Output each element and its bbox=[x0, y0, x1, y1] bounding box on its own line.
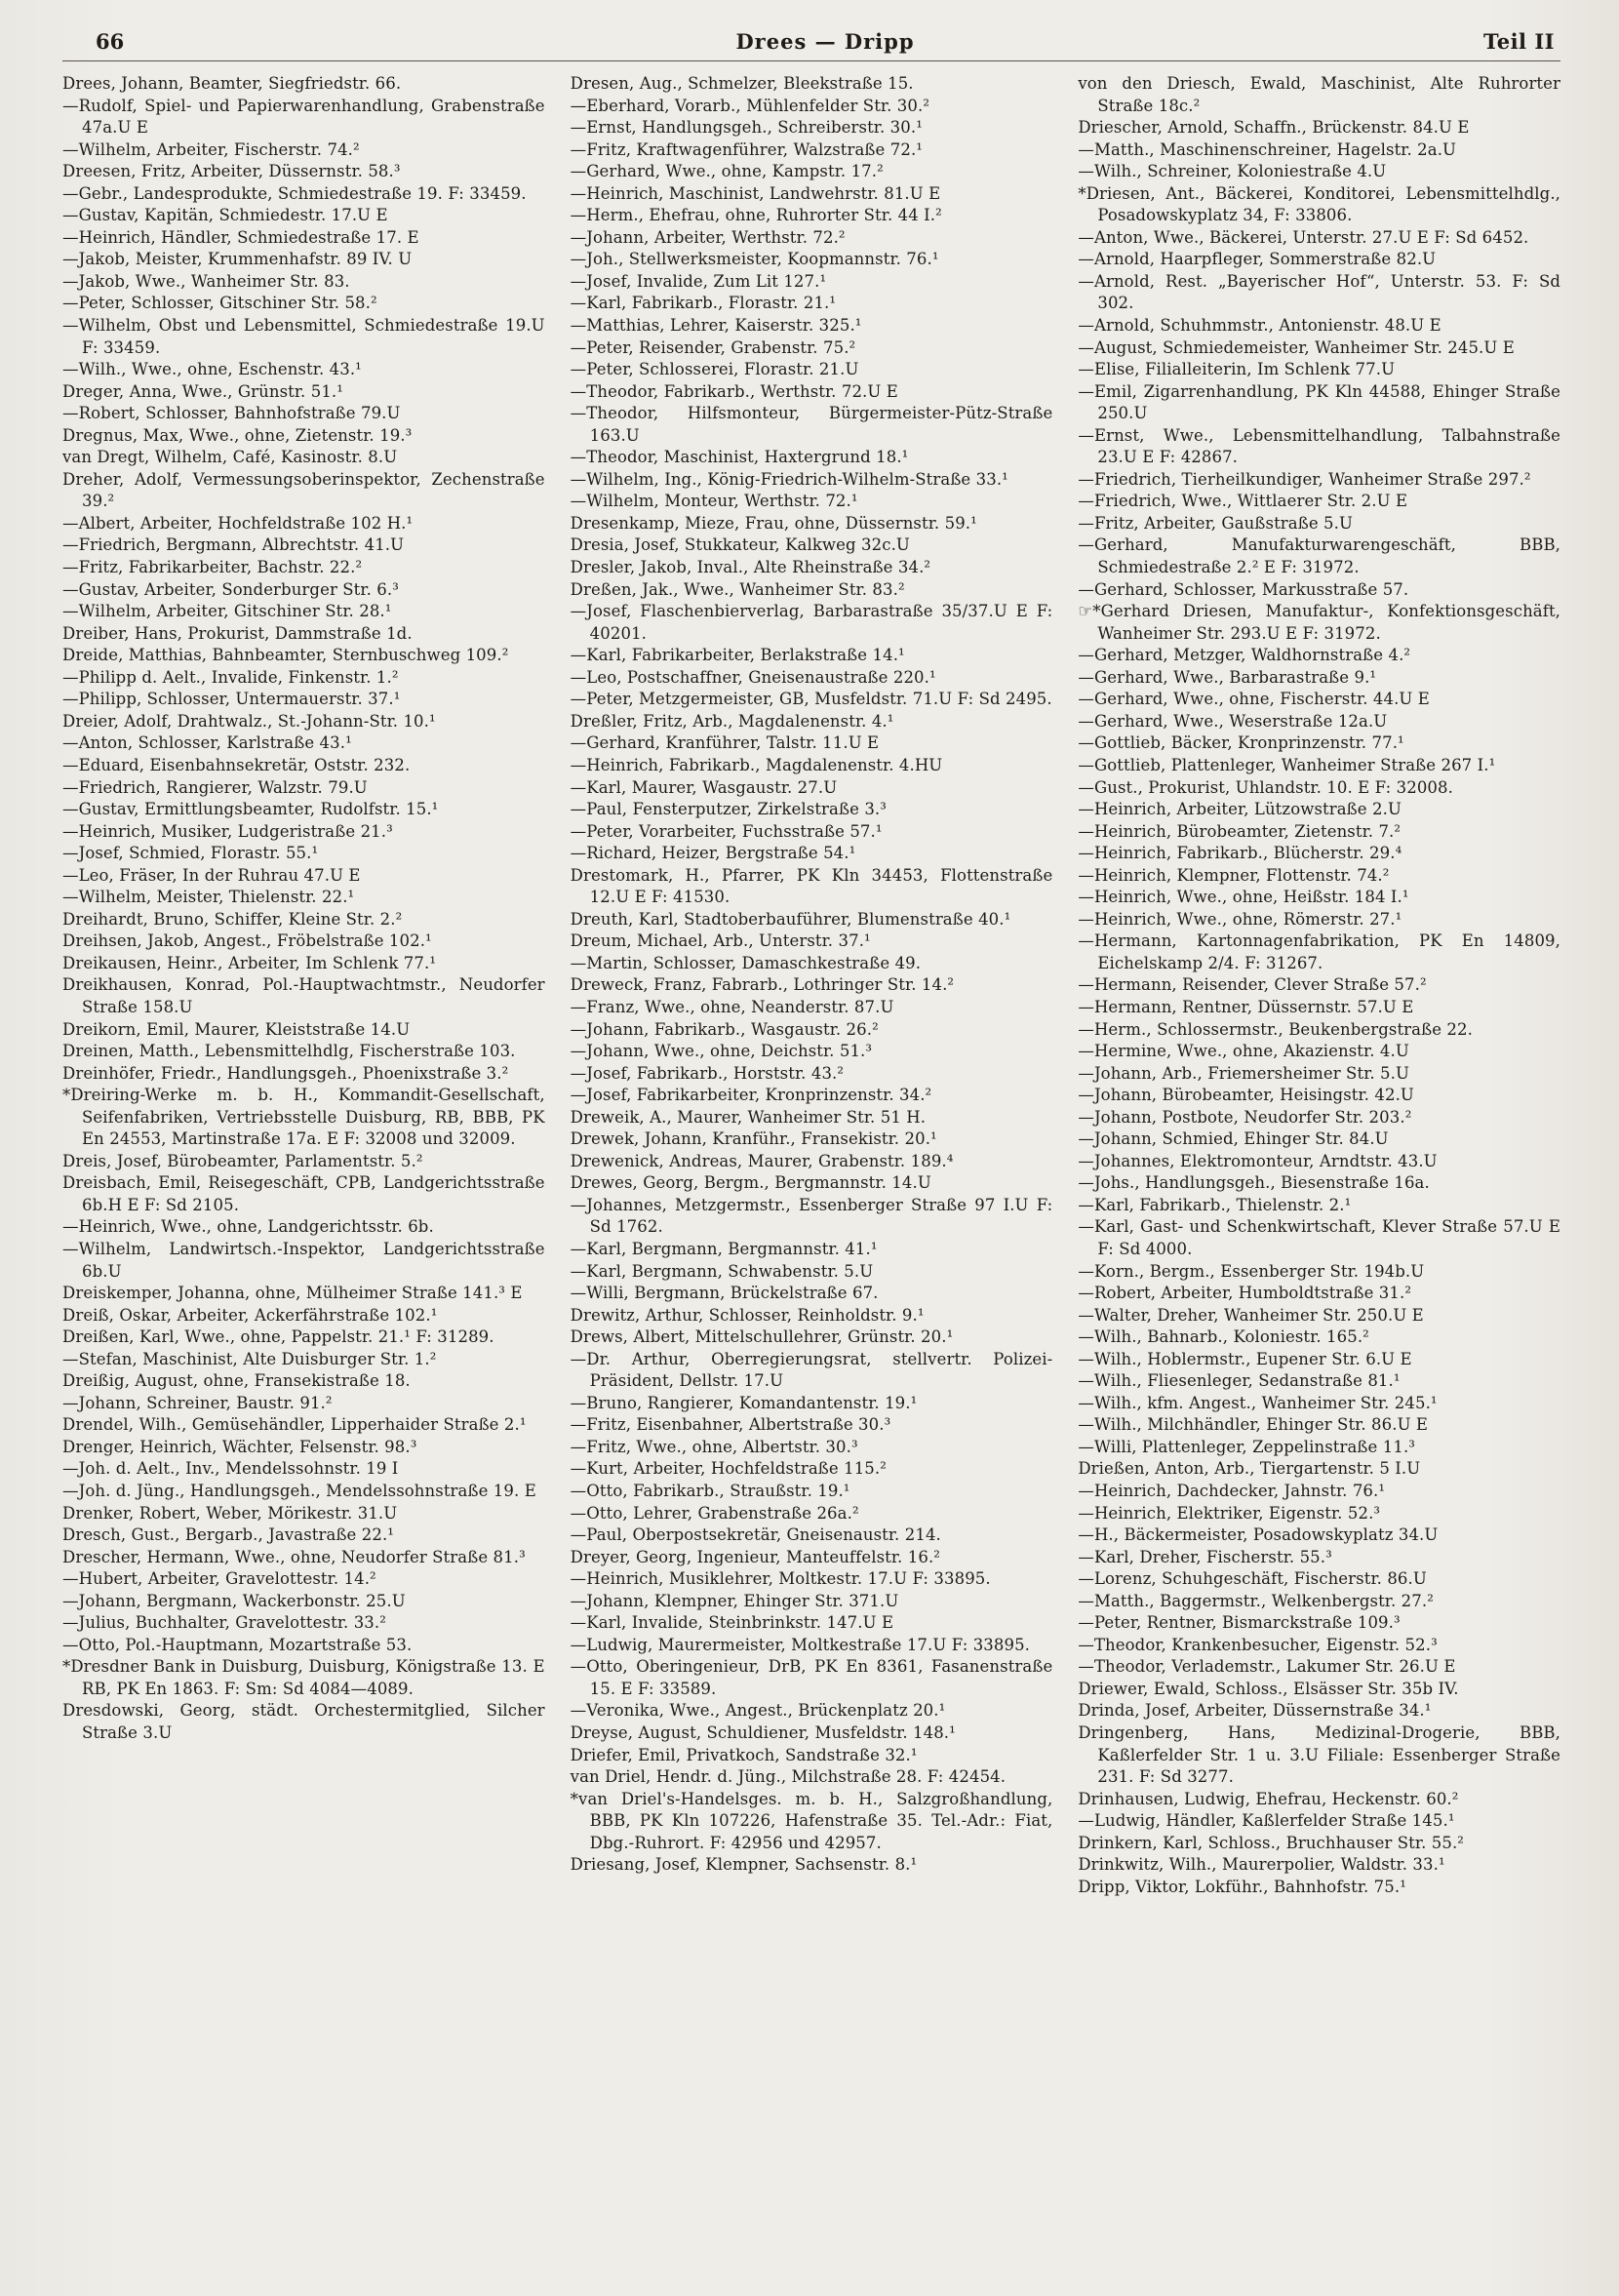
directory-entry: —Eduard, Eisenbahnsekretär, Oststr. 232. bbox=[62, 755, 411, 774]
directory-entry: Dreikausen, Heinr., Arbeiter, Im Schlenk 77.¹ bbox=[62, 953, 437, 972]
directory-entry: Dreuth, Karl, Stadtoberbauführer, Blumenstraße 40.¹ bbox=[570, 909, 1011, 929]
directory-entry: —Gerhard, Kranführer, Talstr. 11.U E bbox=[570, 733, 880, 753]
directory-entry: —Heinrich, Händler, Schmiedestraße 17. E bbox=[62, 227, 419, 247]
directory-entry: —Robert, Schlosser, Bahnhofstraße 79.U bbox=[62, 404, 401, 423]
directory-entry: —Bruno, Rangierer, Komandantenstr. 19.¹ bbox=[570, 1393, 918, 1412]
directory-entry: Dresia, Josef, Stukkateur, Kalkweg 32c.U bbox=[570, 535, 910, 555]
directory-entry: Dreis, Josef, Bürobeamter, Parlamentstr. 5.² bbox=[62, 1151, 423, 1170]
directory-entry: Drinkwitz, Wilh., Maurerpolier, Waldstr. 33.¹ bbox=[1078, 1855, 1445, 1875]
directory-entry: —Rudolf, Spiel- und Papierwarenhandlung, Grabenstraße 47a.U E bbox=[62, 96, 545, 138]
directory-entry: —Dr. Arthur, Oberregierungsrat, stellvertr. Polizei-Präsident, Dellstr. 17.U bbox=[570, 1349, 1053, 1391]
directory-entry: —Peter, Metzgermeister, GB, Musfeldstr. 71.U F: Sd 2495. bbox=[570, 690, 1052, 709]
directory-column-3 bbox=[1078, 73, 1560, 1898]
directory-entry: —Fritz, Kraftwagenführer, Walzstraße 72.¹ bbox=[570, 139, 924, 159]
directory-entry: Dreweik, A., Maurer, Wanheimer Str. 51 H. bbox=[570, 1107, 927, 1127]
directory-entry: Dreßen, Jak., Wwe., Wanheimer Str. 83.² bbox=[570, 579, 905, 599]
directory-entry: —Ludwig, Händler, Kaßlerfelder Straße 145.¹ bbox=[1078, 1811, 1455, 1831]
directory-entry: *van Driel's-Handelsges. m. b. H., Salzgroßhandlung, BBB, PK Kln 107226, Hafenstraße 35. Tel.-Adr.: Fiat, Dbg.-Ruhrort. F: 42956 und 42957. bbox=[570, 1789, 1053, 1852]
directory-entry: Dreiskemper, Johanna, ohne, Mülheimer Straße 141.³ E bbox=[62, 1284, 523, 1303]
directory-entry: —Heinrich, Bürobeamter, Zietenstr. 7.² bbox=[1078, 821, 1402, 841]
directory-entry: ☞*Gerhard Driesen, Manufaktur-, Konfektionsgeschäft, Wanheimer Str. 293.U E F: 31972. bbox=[1078, 602, 1561, 643]
directory-entry: —Wilhelm, Arbeiter, Fischerstr. 74.² bbox=[62, 139, 360, 159]
directory-entry: —Wilh., Bahnarb., Koloniestr. 165.² bbox=[1078, 1327, 1369, 1347]
directory-entry: Dreihsen, Jakob, Angest., Fröbelstraße 102.¹ bbox=[62, 931, 432, 951]
directory-entry: —Peter, Schlosser, Gitschiner Str. 58.² bbox=[62, 294, 377, 313]
directory-entry: —Johann, Wwe., ohne, Deichstr. 51.³ bbox=[570, 1042, 873, 1061]
directory-entry: *Driesen, Ant., Bäckerei, Konditorei, Lebensmittelhdlg., Posadowskyplatz 34, F: 33806. bbox=[1078, 183, 1561, 225]
page-header bbox=[62, 29, 1560, 61]
directory-entry: —Paul, Fensterputzer, Zirkelstraße 3.³ bbox=[570, 800, 887, 819]
directory-entry: —Theodor, Maschinist, Haxtergrund 18.¹ bbox=[570, 448, 909, 467]
directory-entry: —Stefan, Maschinist, Alte Duisburger Str. 1.² bbox=[62, 1349, 437, 1368]
directory-entry: Dresen, Aug., Schmelzer, Bleekstraße 15. bbox=[570, 74, 914, 93]
directory-entry: —Wilh., Fliesenleger, Sedanstraße 81.¹ bbox=[1078, 1371, 1401, 1391]
directory-entry: —Robert, Arbeiter, Humboldtstraße 31.² bbox=[1078, 1284, 1412, 1303]
directory-entry: —Gerhard, Metzger, Waldhornstraße 4.² bbox=[1078, 646, 1411, 665]
directory-entry: Dresch, Gust., Bergarb., Javastraße 22.¹ bbox=[62, 1525, 395, 1545]
directory-entry: —Fritz, Arbeiter, Gaußstraße 5.U bbox=[1078, 513, 1354, 533]
directory-entry: —Joh. d. Aelt., Inv., Mendelssohnstr. 19 I bbox=[62, 1459, 399, 1479]
directory-entry: —Hermann, Rentner, Düssernstr. 57.U E bbox=[1078, 997, 1414, 1016]
directory-entry: —Johann, Klempner, Ehinger Str. 371.U bbox=[570, 1591, 899, 1610]
directory-entry: —Josef, Schmied, Florastr. 55.¹ bbox=[62, 844, 319, 863]
directory-entry: Dripp, Viktor, Lokführ., Bahnhofstr. 75.¹ bbox=[1078, 1877, 1406, 1896]
directory-entry: Dreihardt, Bruno, Schiffer, Kleine Str. 2.² bbox=[62, 909, 403, 929]
directory-entry: Dresdowski, Georg, städt. Orchestermitglied, Silcher Straße 3.U bbox=[62, 1701, 545, 1743]
directory-entry: —Heinrich, Wwe., ohne, Römerstr. 27.¹ bbox=[1078, 909, 1402, 929]
directory-entry: —Gustav, Arbeiter, Sonderburger Str. 6.³ bbox=[62, 579, 399, 599]
directory-entry: —Heinrich, Musiklehrer, Moltkestr. 17.U F: 33895. bbox=[570, 1569, 991, 1589]
directory-entry: —Julius, Buchhalter, Gravelottestr. 33.² bbox=[62, 1613, 386, 1633]
directory-entry: —Elise, Filialleiterin, Im Schlenk 77.U bbox=[1078, 360, 1396, 379]
directory-entry: —Wilh., Wwe., ohne, Eschenstr. 43.¹ bbox=[62, 360, 362, 379]
directory-entry: Dreger, Anna, Wwe., Grünstr. 51.¹ bbox=[62, 381, 343, 401]
directory-entry: —Gottlieb, Bäcker, Kronprinzenstr. 77.¹ bbox=[1078, 733, 1404, 753]
directory-entry: —Wilh., Hoblermstr., Eupener Str. 6.U E bbox=[1078, 1349, 1412, 1368]
directory-entry: Drewitz, Arthur, Schlosser, Reinholdstr. 9.¹ bbox=[570, 1305, 925, 1325]
directory-entry: Dreinen, Matth., Lebensmittelhdlg, Fischerstraße 103. bbox=[62, 1042, 516, 1061]
directory-entry: Dreyer, Georg, Ingenieur, Manteuffelstr. 16.² bbox=[570, 1547, 941, 1566]
directory-entry: —Johann, Bergmann, Wackerbonstr. 25.U bbox=[62, 1591, 406, 1610]
directory-entry: —Theodor, Krankenbesucher, Eigenstr. 52.³ bbox=[1078, 1635, 1438, 1654]
directory-entry: —Theodor, Fabrikarb., Werthstr. 72.U E bbox=[570, 381, 898, 401]
directory-entry: Driescher, Arnold, Schaffn., Brückenstr. 84.U E bbox=[1078, 118, 1470, 138]
directory-entry: Dreiber, Hans, Prokurist, Dammstraße 1d. bbox=[62, 623, 413, 643]
directory-entry: —Karl, Bergmann, Bergmannstr. 41.¹ bbox=[570, 1239, 878, 1258]
directory-entry: —Wilhelm, Landwirtsch.-Inspektor, Landgerichtsstraße 6b.U bbox=[62, 1239, 545, 1281]
directory-entry: Drewenick, Andreas, Maurer, Grabenstr. 189.⁴ bbox=[570, 1151, 954, 1170]
directory-entry: —Heinrich, Elektriker, Eigenstr. 52.³ bbox=[1078, 1503, 1381, 1523]
directory-entry: —Martin, Schlosser, Damaschkestraße 49. bbox=[570, 953, 922, 972]
directory-entry: —Karl, Invalide, Steinbrinkstr. 147.U E bbox=[570, 1613, 894, 1633]
directory-entry: —Joh. d. Jüng., Handlungsgeh., Mendelssohnstraße 19. E bbox=[62, 1482, 536, 1500]
directory-entry: —Kurt, Arbeiter, Hochfeldstraße 115.² bbox=[570, 1459, 887, 1479]
directory-entry: —Heinrich, Dachdecker, Jahnstr. 76.¹ bbox=[1078, 1482, 1386, 1500]
directory-entry: —Arnold, Rest. „Bayerischer Hof“, Unterstr. 53. F: Sd 302. bbox=[1078, 271, 1561, 313]
directory-entry: —Willi, Bergmann, Brückelstraße 67. bbox=[570, 1284, 879, 1303]
directory-entry: Drinda, Josef, Arbeiter, Düssernstraße 34.¹ bbox=[1078, 1701, 1432, 1721]
directory-entry: —Gust., Prokurist, Uhlandstr. 10. E F: 32008. bbox=[1078, 777, 1453, 797]
directory-entry: —Otto, Lehrer, Grabenstraße 26a.² bbox=[570, 1503, 859, 1523]
directory-entry: —Gustav, Kapitän, Schmiedestr. 17.U E bbox=[62, 206, 388, 225]
directory-entry: —Theodor, Hilfsmonteur, Bürgermeister-Pütz-Straße 163.U bbox=[570, 404, 1053, 445]
directory-entry: Driefer, Emil, Privatkoch, Sandstraße 32.¹ bbox=[570, 1745, 918, 1764]
directory-entry: —Joh., Stellwerksmeister, Koopmannstr. 76.¹ bbox=[570, 250, 939, 269]
directory-entry: Dreißen, Karl, Wwe., ohne, Pappelstr. 21.¹ F: 31289. bbox=[62, 1327, 494, 1347]
directory-entry: Drees, Johann, Beamter, Siegfriedstr. 66. bbox=[62, 74, 402, 93]
directory-entry: —Josef, Invalide, Zum Lit 127.¹ bbox=[570, 271, 827, 291]
directory-entry: —Matth., Baggermstr., Welkenbergstr. 27.² bbox=[1078, 1591, 1434, 1610]
directory-entry: —Johann, Arb., Friemersheimer Str. 5.U bbox=[1078, 1063, 1410, 1083]
directory-entry: —Jakob, Wwe., Wanheimer Str. 83. bbox=[62, 271, 350, 291]
directory-entry: Drießen, Anton, Arb., Tiergartenstr. 5 I.U bbox=[1078, 1459, 1421, 1479]
directory-entry: —Hermine, Wwe., ohne, Akazienstr. 4.U bbox=[1078, 1042, 1409, 1061]
directory-entry: Drewes, Georg, Bergm., Bergmannstr. 14.U bbox=[570, 1173, 931, 1193]
directory-entry: —H., Bäckermeister, Posadowskyplatz 34.U bbox=[1078, 1525, 1439, 1545]
directory-entry: —Karl, Fabrikarb., Thielenstr. 2.¹ bbox=[1078, 1195, 1352, 1214]
directory-entry: —Friedrich, Bergmann, Albrechtstr. 41.U bbox=[62, 535, 405, 555]
directory-entry: —Hermann, Reisender, Clever Straße 57.² bbox=[1078, 975, 1427, 995]
directory-entry: —Matth., Maschinenschreiner, Hagelstr. 2a.U bbox=[1078, 139, 1457, 159]
directory-entry: —Wilh., Milchhändler, Ehinger Str. 86.U E bbox=[1078, 1415, 1429, 1435]
directory-entry: —Johannes, Elektromonteur, Arndtstr. 43.U bbox=[1078, 1151, 1438, 1170]
directory-entry: Drews, Albert, Mittelschullehrer, Grünstr. 20.¹ bbox=[570, 1327, 954, 1347]
directory-entry: Dreyse, August, Schuldiener, Musfeldstr. 148.¹ bbox=[570, 1723, 956, 1743]
directory-entry: —Hubert, Arbeiter, Gravelottestr. 14.² bbox=[62, 1569, 376, 1589]
directory-entry: Dreiß, Oskar, Arbeiter, Ackerfährstraße 102.¹ bbox=[62, 1305, 438, 1325]
directory-entry: —Emil, Zigarrenhandlung, PK Kln 44588, Ehinger Straße 250.U bbox=[1078, 381, 1561, 423]
directory-entry: —Wilhelm, Monteur, Werthstr. 72.¹ bbox=[570, 492, 858, 511]
directory-entry: Drewek, Johann, Kranführ., Fransekistr. 20.¹ bbox=[570, 1129, 937, 1149]
directory-entry: —Josef, Fabrikarb., Horststr. 43.² bbox=[570, 1063, 845, 1083]
directory-entry: —Johann, Arbeiter, Werthstr. 72.² bbox=[570, 227, 846, 247]
directory-entry: —Philipp, Schlosser, Untermauerstr. 37.¹ bbox=[62, 690, 401, 709]
directory-entry: —Fritz, Eisenbahner, Albertstraße 30.³ bbox=[570, 1415, 891, 1435]
directory-entry: —Korn., Bergm., Essenberger Str. 194b.U bbox=[1078, 1261, 1425, 1281]
directory-entry: Drenger, Heinrich, Wächter, Felsenstr. 98.³ bbox=[62, 1437, 417, 1456]
directory-entry: —Heinrich, Wwe., ohne, Landgerichtsstr. 6b. bbox=[62, 1217, 434, 1237]
directory-entry: —Wilhelm, Arbeiter, Gitschiner Str. 28.¹ bbox=[62, 602, 392, 621]
directory-entry: —Johann, Fabrikarb., Wasgaustr. 26.² bbox=[570, 1019, 879, 1039]
directory-entry: —Friedrich, Wwe., Wittlaerer Str. 2.U E bbox=[1078, 492, 1408, 511]
directory-entry: —Gerhard, Wwe., ohne, Fischerstr. 44.U E bbox=[1078, 690, 1430, 709]
directory-entry: —Friedrich, Rangierer, Walzstr. 79.U bbox=[62, 777, 368, 797]
directory-entry: —Anton, Schlosser, Karlstraße 43.¹ bbox=[62, 733, 352, 753]
directory-entry: —Ernst, Wwe., Lebensmittelhandlung, Talbahnstraße 23.U E F: 42867. bbox=[1078, 425, 1561, 467]
directory-entry: —Heinrich, Fabrikarb., Magdalenenstr. 4.HU bbox=[570, 755, 943, 774]
directory-entry: —Gerhard, Manufakturwarengeschäft, BBB, Schmiedestraße 2.² E F: 31972. bbox=[1078, 535, 1561, 577]
directory-entry: von den Driesch, Ewald, Maschinist, Alte Ruhrorter Straße 18c.² bbox=[1078, 74, 1561, 115]
directory-entry: —Johann, Schmied, Ehinger Str. 84.U bbox=[1078, 1129, 1389, 1149]
directory-entry: —Franz, Wwe., ohne, Neanderstr. 87.U bbox=[570, 997, 894, 1016]
directory-entry: —Hermann, Kartonnagenfabrikation, PK En 14809, Eichelskamp 2/4. F: 31267. bbox=[1078, 931, 1561, 972]
directory-entry: Dreßler, Fritz, Arb., Magdalenenstr. 4.¹ bbox=[570, 711, 894, 731]
directory-entry: —Herm., Ehefrau, ohne, Ruhrorter Str. 44 I.² bbox=[570, 206, 942, 225]
directory-column-1 bbox=[62, 73, 545, 1898]
directory-entry: Dreher, Adolf, Vermessungsoberinspektor, Zechenstraße 39.² bbox=[62, 469, 545, 511]
directory-entry: —Johann, Schreiner, Baustr. 91.² bbox=[62, 1393, 333, 1412]
directory-entry: Driewer, Ewald, Schloss., Elsässer Str. 35b IV. bbox=[1078, 1679, 1459, 1698]
directory-entry: Driesang, Josef, Klempner, Sachsenstr. 8.¹ bbox=[570, 1855, 918, 1875]
directory-column-2 bbox=[571, 73, 1053, 1898]
directory-entry: —Gerhard, Schlosser, Markusstraße 57. bbox=[1078, 579, 1409, 599]
directory-entry: —Gerhard, Wwe., Weserstraße 12a.U bbox=[1078, 711, 1388, 731]
directory-entry: —Gebr., Landesprodukte, Schmiedestraße 19. F: 33459. bbox=[62, 183, 527, 203]
directory-entry: —Richard, Heizer, Bergstraße 54.¹ bbox=[570, 844, 856, 863]
directory-entry: —Leo, Fräser, In der Ruhrau 47.U E bbox=[62, 865, 361, 885]
directory-entry: Drendel, Wilh., Gemüsehändler, Lipperhaider Straße 2.¹ bbox=[62, 1415, 527, 1435]
directory-entry: —Herm., Schlossermstr., Beukenbergstraße 22. bbox=[1078, 1019, 1473, 1039]
directory-entry: Dresler, Jakob, Inval., Alte Rheinstraße 34.² bbox=[570, 558, 931, 577]
directory-entry: Drestomark, H., Pfarrer, PK Kln 34453, Flottenstraße 12.U E F: 41530. bbox=[570, 865, 1053, 907]
directory-entry: —Ludwig, Maurermeister, Moltkestraße 17.U F: 33895. bbox=[570, 1635, 1031, 1654]
page-number: 66 bbox=[96, 29, 125, 54]
directory-entry: —Karl, Fabrikarb., Florastr. 21.¹ bbox=[570, 294, 837, 313]
directory-entry: —Paul, Oberpostsekretär, Gneisenaustr. 214. bbox=[570, 1525, 941, 1545]
directory-entry: —Friedrich, Tierheilkundiger, Wanheimer Straße 297.² bbox=[1078, 469, 1531, 489]
directory-entry: —Willi, Plattenleger, Zeppelinstraße 11.³ bbox=[1078, 1437, 1416, 1456]
directory-columns bbox=[62, 73, 1560, 1898]
directory-entry: —Karl, Maurer, Wasgaustr. 27.U bbox=[570, 777, 838, 797]
directory-entry: Dregnus, Max, Wwe., ohne, Zietenstr. 19.³ bbox=[62, 425, 413, 445]
directory-entry: —Otto, Fabrikarb., Straußstr. 19.¹ bbox=[570, 1482, 850, 1500]
directory-entry: —Peter, Schlosserei, Florastr. 21.U bbox=[570, 360, 859, 379]
directory-entry: —Wilhelm, Ing., König-Friedrich-Wilhelm-Straße 33.¹ bbox=[570, 469, 1008, 489]
directory-entry: Dresenkamp, Mieze, Frau, ohne, Düssernstr. 59.¹ bbox=[570, 513, 977, 533]
directory-entry: —Anton, Wwe., Bäckerei, Unterstr. 27.U E F: Sd 6452. bbox=[1078, 227, 1529, 247]
directory-entry: —Jakob, Meister, Krummenhafstr. 89 IV. U bbox=[62, 250, 413, 269]
directory-entry: —Fritz, Wwe., ohne, Albertstr. 30.³ bbox=[570, 1437, 858, 1456]
directory-entry: —Veronika, Wwe., Angest., Brückenplatz 20.¹ bbox=[570, 1701, 946, 1721]
directory-entry: —Karl, Gast- und Schenkwirtschaft, Klever Straße 57.U E F: Sd 4000. bbox=[1078, 1217, 1561, 1258]
directory-entry: Dreier, Adolf, Drahtwalz., St.-Johann-Str. 10.¹ bbox=[62, 711, 436, 731]
directory-entry: —Walter, Dreher, Wanheimer Str. 250.U E bbox=[1078, 1305, 1424, 1325]
page-part-label: Teil II bbox=[1483, 29, 1555, 54]
directory-entry: Drescher, Hermann, Wwe., ohne, Neudorfer Straße 81.³ bbox=[62, 1547, 526, 1566]
directory-entry: —Karl, Fabrikarbeiter, Berlakstraße 14.¹ bbox=[570, 646, 905, 665]
directory-entry: —Gottlieb, Plattenleger, Wanheimer Straße 267 I.¹ bbox=[1078, 755, 1496, 774]
directory-entry: —Josef, Fabrikarbeiter, Kronprinzenstr. 34.² bbox=[570, 1086, 932, 1105]
directory-entry: Dreide, Matthias, Bahnbeamter, Sternbuschweg 109.² bbox=[62, 646, 509, 665]
directory-entry: —Heinrich, Arbeiter, Lützowstraße 2.U bbox=[1078, 800, 1402, 819]
directory-entry: —Gerhard, Wwe., Barbarastraße 9.¹ bbox=[1078, 667, 1377, 687]
directory-entry: —Gustav, Ermittlungsbeamter, Rudolfstr. 15.¹ bbox=[62, 800, 439, 819]
directory-entry: —Arnold, Schuhmmstr., Antonienstr. 48.U E bbox=[1078, 316, 1441, 336]
directory-entry: —Johann, Postbote, Neudorfer Str. 203.² bbox=[1078, 1107, 1412, 1127]
directory-entry: —Karl, Bergmann, Schwabenstr. 5.U bbox=[570, 1261, 874, 1281]
directory-entry: —Peter, Rentner, Bismarckstraße 109.³ bbox=[1078, 1613, 1401, 1633]
directory-entry: —Otto, Pol.-Hauptmann, Mozartstraße 53. bbox=[62, 1635, 413, 1654]
page-header-title: Drees — Dripp bbox=[735, 29, 915, 54]
directory-entry: Dreisbach, Emil, Reisegeschäft, CPB, Landgerichtsstraße 6b.H E F: Sd 2105. bbox=[62, 1173, 545, 1214]
directory-entry: *Dreiring-Werke m. b. H., Kommandit-Gesellschaft, Seifenfabriken, Vertriebsstelle Duisburg, RB, BBB, PK En 24553, Martinstraße 17a. E F: 32008 und 32009. bbox=[62, 1086, 545, 1149]
directory-entry: Dreweck, Franz, Fabrarb., Lothringer Str. 14.² bbox=[570, 975, 955, 995]
directory-entry: van Driel, Hendr. d. Jüng., Milchstraße 28. F: 42454. bbox=[570, 1767, 1007, 1787]
directory-entry: —Arnold, Haarpfleger, Sommerstraße 82.U bbox=[1078, 250, 1437, 269]
directory-entry: —Wilh., kfm. Angest., Wanheimer Str. 245.¹ bbox=[1078, 1393, 1438, 1412]
directory-entry: Dreum, Michael, Arb., Unterstr. 37.¹ bbox=[570, 931, 871, 951]
directory-entry: —Wilhelm, Obst und Lebensmittel, Schmiedestraße 19.U F: 33459. bbox=[62, 316, 545, 357]
directory-entry: —Matthias, Lehrer, Kaiserstr. 325.¹ bbox=[570, 316, 862, 336]
directory-entry: —Heinrich, Klempner, Flottenstr. 74.² bbox=[1078, 865, 1390, 885]
directory-entry: Dreikhausen, Konrad, Pol.-Hauptwachtmstr., Neudorfer Straße 158.U bbox=[62, 975, 545, 1016]
directory-entry: —Johannes, Metzgermstr., Essenberger Straße 97 I.U F: Sd 1762. bbox=[570, 1195, 1053, 1237]
directory-entry: —Peter, Reisender, Grabenstr. 75.² bbox=[570, 337, 856, 357]
directory-entry: —Karl, Dreher, Fischerstr. 55.³ bbox=[1078, 1547, 1332, 1566]
directory-entry: —Heinrich, Fabrikarb., Blücherstr. 29.⁴ bbox=[1078, 844, 1402, 863]
directory-entry: —Albert, Arbeiter, Hochfeldstraße 102 H.¹ bbox=[62, 513, 414, 533]
directory-entry: —Josef, Flaschenbierverlag, Barbarastraße 35/37.U E F: 40201. bbox=[570, 602, 1053, 643]
directory-entry: —Johann, Bürobeamter, Heisingstr. 42.U bbox=[1078, 1086, 1414, 1105]
directory-entry: —Heinrich, Wwe., ohne, Heißstr. 184 I.¹ bbox=[1078, 888, 1409, 907]
directory-entry: Drinhausen, Ludwig, Ehefrau, Heckenstr. 60.² bbox=[1078, 1789, 1459, 1808]
directory-entry: —Otto, Oberingenieur, DrB, PK En 8361, Fasanenstraße 15. E F: 33589. bbox=[570, 1657, 1053, 1698]
directory-entry: —August, Schmiedemeister, Wanheimer Str. 245.U E bbox=[1078, 337, 1515, 357]
directory-entry: —Peter, Vorarbeiter, Fuchsstraße 57.¹ bbox=[570, 821, 883, 841]
directory-entry: —Wilh., Schreiner, Koloniestraße 4.U bbox=[1078, 162, 1387, 181]
directory-entry: —Leo, Postschaffner, Gneisenaustraße 220.¹ bbox=[570, 667, 936, 687]
directory-entry: —Johs., Handlungsgeh., Biesenstraße 16a. bbox=[1078, 1173, 1430, 1193]
directory-entry: *Dresdner Bank in Duisburg, Duisburg, Königstraße 13. E RB, PK En 1863. F: Sm: Sd 4084—4089. bbox=[62, 1657, 545, 1698]
directory-entry: —Heinrich, Maschinist, Landwehrstr. 81.U E bbox=[570, 183, 941, 203]
directory-entry: —Philipp d. Aelt., Invalide, Finkenstr. 1.² bbox=[62, 667, 399, 687]
directory-entry: —Theodor, Verlademstr., Lakumer Str. 26.U E bbox=[1078, 1657, 1456, 1677]
directory-entry: Dreinhöfer, Friedr., Handlungsgeh., Phoenixstraße 3.² bbox=[62, 1063, 509, 1083]
directory-entry: —Heinrich, Musiker, Ludgeristraße 21.³ bbox=[62, 821, 393, 841]
directory-entry: —Ernst, Handlungsgeh., Schreiberstr. 30.¹ bbox=[570, 118, 923, 138]
directory-entry: —Gerhard, Wwe., ohne, Kampstr. 17.² bbox=[570, 162, 884, 181]
directory-entry: van Dregt, Wilhelm, Café, Kasinostr. 8.U bbox=[62, 448, 398, 467]
directory-entry: Dringenberg, Hans, Medizinal-Drogerie, BBB, Kaßlerfelder Str. 1 u. 3.U Filiale: Essenberger Straße 231. F: Sd 3277. bbox=[1078, 1723, 1561, 1787]
directory-entry: —Eberhard, Vorarb., Mühlenfelder Str. 30.² bbox=[570, 96, 930, 115]
directory-entry: Dreißig, August, ohne, Fransekistraße 18. bbox=[62, 1371, 411, 1391]
directory-entry: —Lorenz, Schuhgeschäft, Fischerstr. 86.U bbox=[1078, 1569, 1427, 1589]
directory-entry: Dreikorn, Emil, Maurer, Kleiststraße 14.U bbox=[62, 1019, 411, 1039]
directory-entry: —Fritz, Fabrikarbeiter, Bachstr. 22.² bbox=[62, 558, 363, 577]
directory-entry: —Wilhelm, Meister, Thielenstr. 22.¹ bbox=[62, 888, 355, 907]
directory-entry: Drinkern, Karl, Schloss., Bruchhauser Str. 55.² bbox=[1078, 1833, 1465, 1852]
directory-entry: Drenker, Robert, Weber, Mörikestr. 31.U bbox=[62, 1503, 398, 1523]
directory-entry: Dreesen, Fritz, Arbeiter, Düssernstr. 58.³ bbox=[62, 162, 401, 181]
